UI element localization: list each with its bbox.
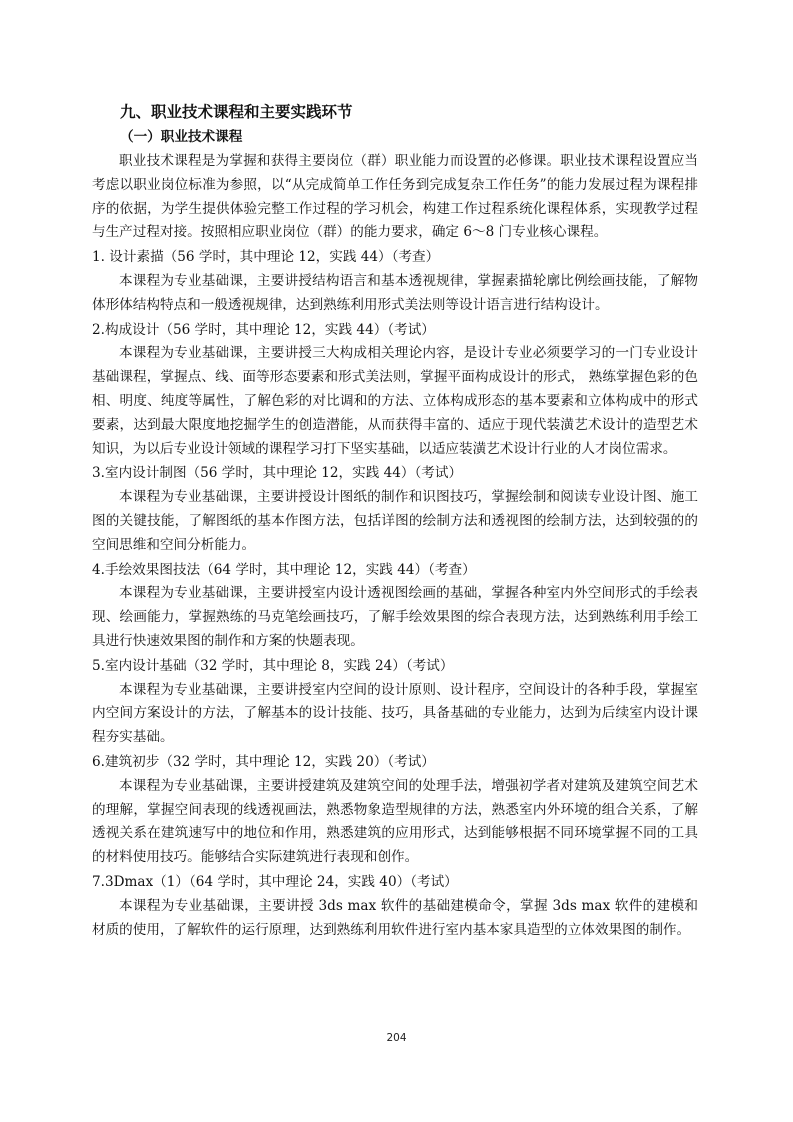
course-6 bbox=[92, 751, 698, 870]
course-description: 本课程为专业基础课，主要讲授设计图纸的制作和识图技巧，掌握绘制和阅读专业设计图、施工图的关键技能，了解图纸的基本作图方法，包括详图的绘制方法和透视图的绘制方法，达到较强的的空间思维和空间分析能力。 bbox=[92, 489, 698, 553]
course-heading: 6.建筑初步（32 学时，其中理论 12，实践 20）（考试） bbox=[92, 753, 435, 770]
course-description: 本课程为专业基础课，主要讲授室内空间的设计原则、设计程序，空间设计的各种手段，掌握室内空间方案设计的方法，了解基本的设计技能、技巧，具备基础的专业能力，达到为后续室内设计课程夯实基础。 bbox=[92, 681, 698, 746]
section-title: 九、职业技术课程和主要实践环节 bbox=[120, 103, 353, 121]
course-description: 本课程为专业基础课，主要讲授 3ds max 软件的基础建模命令，掌握 3ds max 软件的建模和材质的使用，了解软件的运行原理，达到熟练利用软件进行室内基本家具造型的立体效果图的制作。 bbox=[92, 897, 698, 938]
course-2 bbox=[92, 319, 698, 462]
course-3 bbox=[92, 462, 698, 557]
page-number: 204 bbox=[386, 1032, 407, 1044]
course-heading: 3.室内设计制图（56 学时，其中理论 12，实践 44）（考试） bbox=[92, 465, 463, 482]
course-heading: 5.室内设计基础（32 学时，其中理论 8，实践 24）（考试） bbox=[92, 657, 454, 674]
course-5 bbox=[92, 655, 698, 750]
page-content bbox=[92, 101, 698, 942]
course-description: 本课程为专业基础课，主要讲授建筑及建筑空间的处理手法，增强初学者对建筑及建筑空间艺术的理解，掌握空间表现的线透视画法，熟悉物象造型规律的方法，熟悉室内外环境的组合关系，了解透视关系在建筑速写中的地位和作用，熟悉建筑的应用形式，达到能够根据不同环境掌握不同的工具的材料使用技巧。能够结合实际建筑进行表现和创作。 bbox=[92, 777, 698, 866]
intro-paragraph: 职业技术课程是为掌握和获得主要岗位（群）职业能力而设置的必修课。职业技术课程设置应当考虑以职业岗位标准为参照，以“从完成简单工作任务到完成复杂工作任务”的能力发展过程为课程排序的依据，为学生提供体验完整工作过程的学习机会，构建工作过程系统化课程体系，实现教学过程与生产过程对接。按照相应职业岗位（群）的能力要求，确定 6～8 门专业核心课程。 bbox=[92, 153, 698, 241]
course-description: 本课程为专业基础课，主要讲授三大构成相关理论内容，是设计专业必须要学习的一门专业设计基础课程，掌握点、线、面等形态要素和形式美法则，掌握平面构成设计的形式， 熟练掌握色彩的色相、明度、纯度等属性，了解色彩的对比调和的方法、立体构成形态的基本要素和立体构成中的形式要素，达到最大限度地挖掘学生的创造潜能，从而获得丰富的、适应于现代装潢艺术设计的造型艺术知识，为以后专业设计领域的课程学习打下坚实基础，以适应装潢艺术设计行业的人才岗位需求。 bbox=[92, 345, 698, 457]
course-description: 本课程为专业基础课，主要讲授结构语言和基本透视规律，掌握素描轮廓比例绘画技能，了解物体形体结构特点和一般透视规律，达到熟练利用形式美法则等设计语言进行结构设计。 bbox=[92, 272, 698, 313]
course-1 bbox=[92, 246, 698, 317]
course-7 bbox=[92, 871, 698, 942]
course-description: 本课程为专业基础课，主要讲授室内设计透视图绘画的基础，掌握各种室内外空间形式的手绘表现、绘画能力，掌握熟练的马克笔绘画技巧，了解手绘效果图的综合表现方法，达到熟练利用手绘工具进行快速效果图的制作和方案的快题表现。 bbox=[92, 585, 698, 649]
course-heading: 2.构成设计（56 学时，其中理论 12，实践 44）（考试） bbox=[92, 321, 435, 338]
course-heading: 1. 设计素描（56 学时，其中理论 12，实践 44）（考查） bbox=[92, 249, 440, 266]
course-4 bbox=[92, 559, 698, 654]
course-heading: 4.手绘效果图技法（64 学时，其中理论 12，实践 44）（考查） bbox=[92, 561, 476, 578]
subsection-title: （一）职业技术课程 bbox=[120, 129, 243, 145]
course-heading: 7.3Dmax（1）（64 学时，其中理论 24，实践 40）（考试） bbox=[92, 873, 458, 890]
